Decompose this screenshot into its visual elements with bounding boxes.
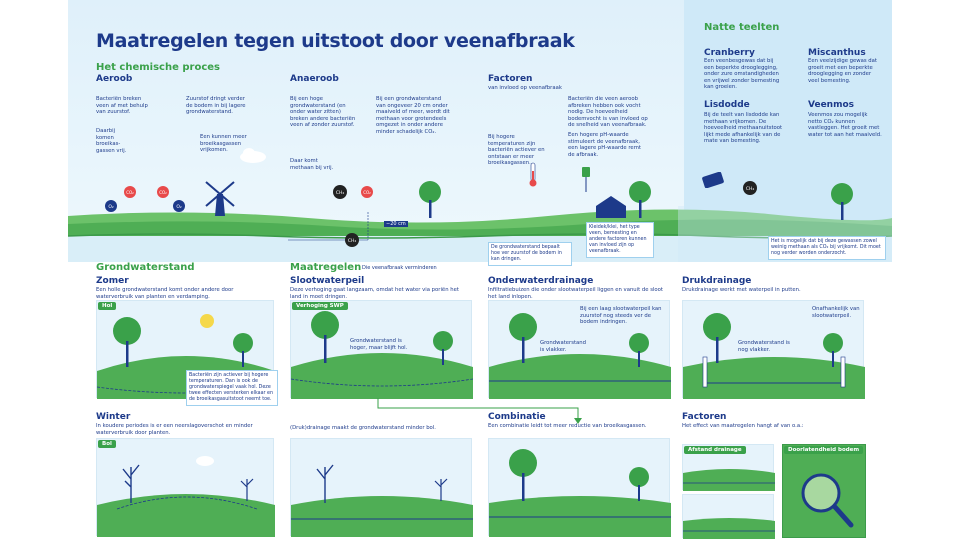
panel-doorlatendheid xyxy=(782,444,866,538)
anaeroob-text-1: Bij een hoge grondwaterstand (en onder water zitten) breken andere bacteriën veen af zonder zuurstof. xyxy=(290,96,356,129)
sloot-note: Grondwaterstand is hoger, maar blijft hol. xyxy=(350,338,408,351)
badge-doorlatendheid: Doorlatendheid bodem xyxy=(784,446,863,454)
o2-label-2: O₂ xyxy=(176,205,182,210)
aeroob-text-3: Daarbij komen broeikas-gassen vrij. xyxy=(96,128,127,154)
tree-icon xyxy=(418,180,442,224)
factoren-maatregel-text: Het effect van maatregelen hangt af van o.a.: xyxy=(682,423,804,429)
cranberry-text: Een veenbesgewas dat bij een beperkte drooglegging, onder zure omstandigheden en vrijwel zonder bemesting kan groeien. xyxy=(704,58,780,91)
sloot-text: Deze verhoging gaat langzaam, omdat het water via poriën het land in moet dringen. xyxy=(290,287,459,300)
tree-icon-3 xyxy=(830,182,854,226)
o2-label: O₂ xyxy=(108,205,114,210)
co2-molecule-icon-3 xyxy=(360,184,374,203)
factoren-text-2: Bacteriën die veen aeroob afbreken hebben ook vocht nodig. De hoeveelheid bodemvocht is van invloed op de snelheid van veenafbraak. xyxy=(568,96,648,129)
page-title: Maatregelen tegen uitstoot door veenafbraak xyxy=(96,30,575,52)
aeroob-text-1: Bacteriën breken veen af met behulp van zuurstof. xyxy=(96,96,148,116)
factoren-text-1: Bij hogere temperaturen zijn bacteriën actiever en ontstaan er meer broeikasgassen. xyxy=(488,134,545,167)
co2-label: CO₂ xyxy=(126,190,134,195)
label-onderwaterdrainage: Onderwaterdrainage xyxy=(488,276,594,286)
co2-molecule-icon-2 xyxy=(156,184,170,203)
badge-afstand-drainage: Afstand drainage xyxy=(684,446,746,454)
panel-winter-drainage xyxy=(290,438,472,536)
ch4-label-3: CH₄ xyxy=(745,187,755,192)
factoren-text-3: Een hogere pH-waarde stimuleert de veenafbraak, een lagere pH-waarde remt de afbraak. xyxy=(568,132,641,158)
onder-text: Infiltratiebuizen die onder slootwaterpeil liggen en vanuit de sloot het land inlopen. xyxy=(488,287,663,300)
lisdodde-text: Bij de teelt van lisdodde kan methaan vrijkomen. De hoeveelheid methaanuitstoot lijkt mede afhankelijk van de mate van bemesting. xyxy=(704,112,783,145)
heading-grondwaterstand: Grondwaterstand xyxy=(96,262,195,273)
label-combinatie: Combinatie xyxy=(488,412,546,422)
label-miscanthus: Miscanthus xyxy=(808,48,866,58)
o2-molecule-icon-2 xyxy=(172,198,186,217)
label-zomer: Zomer xyxy=(96,276,129,286)
onder-note-2: Grondwaterstand is vlakker. xyxy=(540,340,587,353)
aeroob-text-2: Zuurstof dringt verder de bodem in bij lagere grondwaterstand. xyxy=(186,96,246,116)
panel-winter xyxy=(96,438,274,536)
label-lisdodde: Lisdodde xyxy=(704,100,750,110)
ch4-molecule-icon-3 xyxy=(742,180,758,200)
label-factoren-maatregel: Factoren xyxy=(682,412,727,422)
druk-text: Drukdrainage werkt met waterpeil in putten. xyxy=(682,287,801,293)
ch4-label-2: CH₄ xyxy=(347,239,357,244)
label-factoren-chem: Factoren xyxy=(488,74,533,84)
label-aeroob: Aeroob xyxy=(96,74,133,84)
heading-chemisch: Het chemische proces xyxy=(96,62,220,73)
ch4-molecule-icon xyxy=(332,184,348,204)
zomer-text: Een holle grondwaterstand komt onder andere door waterverbruik van planten en verdamping. xyxy=(96,287,234,300)
factoren-sub: van invloed op veenafbraak xyxy=(488,85,562,91)
panel-combinatie xyxy=(488,438,670,536)
miscanthus-text: Een veelzijdige gewas dat groeit met een beperkte drooglegging en zonder veel bemesting. xyxy=(808,58,877,84)
heading-natte-teelten: Natte teelten xyxy=(704,22,780,33)
anaeroob-text-2: Bij een grondwaterstand van ongeveer 20 cm onder maaiveld of meer, wordt dit methaan voor grotendeels omgezet in onder andere minder schadelijk CO₂. xyxy=(376,96,450,135)
label-cranberry: Cranberry xyxy=(704,48,755,58)
badge-verhoging-swp: Verhoging SWP xyxy=(292,302,348,310)
aeroob-text-4: Een kunnen meer broeikasgassen vrijkomen. xyxy=(200,134,247,154)
veenmos-text: Veenmos zou mogelijk netto CO₂ kunnen vastleggen. Het groeit met water tot aan het maaiveld. xyxy=(808,112,882,138)
infographic-poster xyxy=(68,0,892,540)
factoren-note-1: De grondwaterstand bepaalt hoe ver zuurstof de bodem in kan dringen. xyxy=(488,242,572,266)
label-veenmos: Veenmos xyxy=(808,100,855,110)
badge-bol: Bol xyxy=(98,440,116,448)
windmill-icon xyxy=(200,176,240,220)
depth-label: −20 cm xyxy=(386,221,406,227)
co2-molecule-icon xyxy=(123,184,137,203)
label-slootwaterpeil: Slootwaterpeil xyxy=(290,276,365,286)
label-winter: Winter xyxy=(96,412,131,422)
co2-label-3: CO₂ xyxy=(363,190,371,195)
o2-molecule-icon xyxy=(104,198,118,217)
natte-teelten-note: Het is mogelijk dat bij deze gewassen zowel weinig methaan als CO₂ bij vrijkomt. Dit moet nog verder worden onderzocht. xyxy=(768,236,886,260)
ph-meter-icon xyxy=(580,166,592,196)
panel-afstand-drainage-2 xyxy=(682,494,774,538)
ch4-label: CH₄ xyxy=(335,191,345,196)
heading-maatregelen: Maatregelen xyxy=(290,262,362,273)
anaeroob-text-3: Daar komt methaan bij vrij. xyxy=(290,158,334,171)
combi-mid-text: (Druk)drainage maakt de grondwaterstand minder bol. xyxy=(290,425,436,431)
combi-text: Een combinatie leidt tot meer reductie van broeikasgassen. xyxy=(488,423,647,429)
factoren-note-2: Kleidek/klei, het type veen, bemesting en andere factoren kunnen van invloed zijn op veenafbraak. xyxy=(586,222,654,258)
badge-hol: Hol xyxy=(98,302,116,310)
label-anaeroob: Anaeroob xyxy=(290,74,339,84)
winter-text: In koudere periodes is er een neerslagoverschot en minder waterverbruik door planten. xyxy=(96,423,253,436)
cranberry-bag-icon xyxy=(702,172,724,192)
cloud-icon xyxy=(238,146,268,168)
label-drukdrainage: Drukdrainage xyxy=(682,276,752,286)
zomer-note: Bacteriën zijn actiever bij hogere temperaturen. Dan is ook de grondwaterspiegel vaak hol. Deze twee effecten versterken elkaar en de broeikasgasuitstoot neemt toe. xyxy=(186,370,278,406)
ch4-molecule-icon-2 xyxy=(344,232,360,252)
co2-label-2: CO₂ xyxy=(159,190,167,195)
tree-icon-2 xyxy=(628,180,652,224)
thermometer-icon xyxy=(528,162,538,192)
druk-note-2: Grondwaterstand is nog vlakker. xyxy=(738,340,790,353)
druk-note-1: Onafhankelijk van slootwaterpeil. xyxy=(812,306,860,319)
maatregelen-sub: Die veenafbraak verminderen xyxy=(362,265,437,271)
onder-note-1: Bij een laag slootwaterpeil kan zuurstof nog steeds ver de bodem indringen. xyxy=(580,306,662,326)
farmhouse-icon xyxy=(594,194,628,222)
